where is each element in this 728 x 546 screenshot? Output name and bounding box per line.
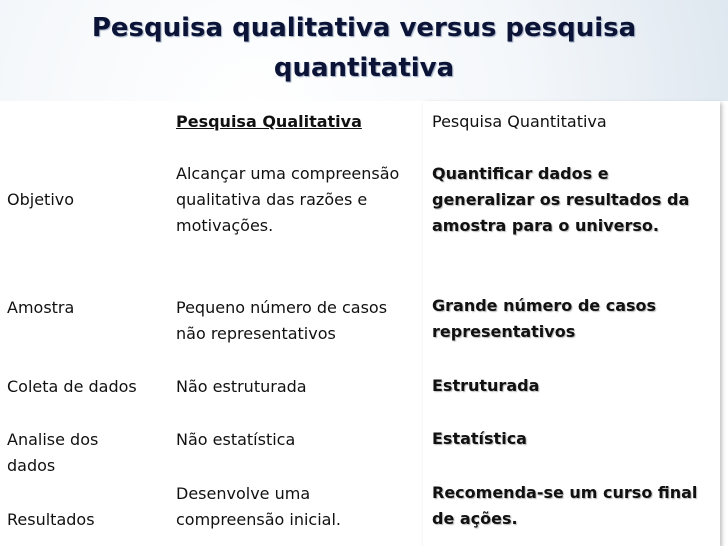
text-line: Alcançar uma compreensão xyxy=(176,164,400,183)
text-line: Pequeno número de casos xyxy=(176,298,388,317)
objetivo-quantitativa xyxy=(432,161,717,239)
coleta-quantitativa xyxy=(432,373,717,399)
text-line: Não estatística xyxy=(176,430,296,449)
objetivo-qualitativa xyxy=(176,161,426,239)
text-line: Grande número de casos xyxy=(432,296,657,315)
text-line: motivações. xyxy=(176,216,274,235)
text-line: de ações. xyxy=(432,509,518,528)
text-line: amostra para o universo. xyxy=(432,216,659,235)
text-line: qualitativa das razões e xyxy=(176,190,368,209)
resultados-quantitativa xyxy=(432,480,717,532)
text-line: não representativos xyxy=(176,324,336,343)
header-quantitativa: Pesquisa Quantitativa xyxy=(432,112,607,131)
coleta-qualitativa xyxy=(176,374,426,400)
row-label-analise xyxy=(7,427,157,479)
text-line: Não estruturada xyxy=(176,377,307,396)
analise-quantitativa xyxy=(432,426,717,452)
row-label-amostra: Amostra xyxy=(7,298,75,317)
text-line: representativos xyxy=(432,322,576,341)
text-line: Quantificar dados e xyxy=(432,164,609,183)
slide-title xyxy=(0,8,728,88)
row-label-resultados: Resultados xyxy=(7,510,95,529)
text-line: Analise dos xyxy=(7,430,99,449)
slide-title-line-2: quantitativa xyxy=(273,53,455,83)
header-qualitativa: Pesquisa Qualitativa xyxy=(176,112,362,131)
text-line: compreensão inicial. xyxy=(176,510,342,529)
amostra-qualitativa xyxy=(176,295,426,347)
text-line: Estatística xyxy=(432,429,527,448)
text-line: dados xyxy=(7,456,56,475)
slide-title-line-1: Pesquisa qualitativa versus pesquisa xyxy=(91,13,637,43)
row-label-objetivo: Objetivo xyxy=(7,190,75,209)
row-label-coleta: Coleta de dados xyxy=(7,377,137,396)
text-line: Desenvolve uma xyxy=(176,484,311,503)
text-line: Estruturada xyxy=(432,376,540,395)
text-line: Recomenda-se um curso final xyxy=(432,483,698,502)
resultados-qualitativa xyxy=(176,481,426,533)
amostra-quantitativa xyxy=(432,293,717,345)
text-line: generalizar os resultados da xyxy=(432,190,690,209)
analise-qualitativa xyxy=(176,427,426,453)
